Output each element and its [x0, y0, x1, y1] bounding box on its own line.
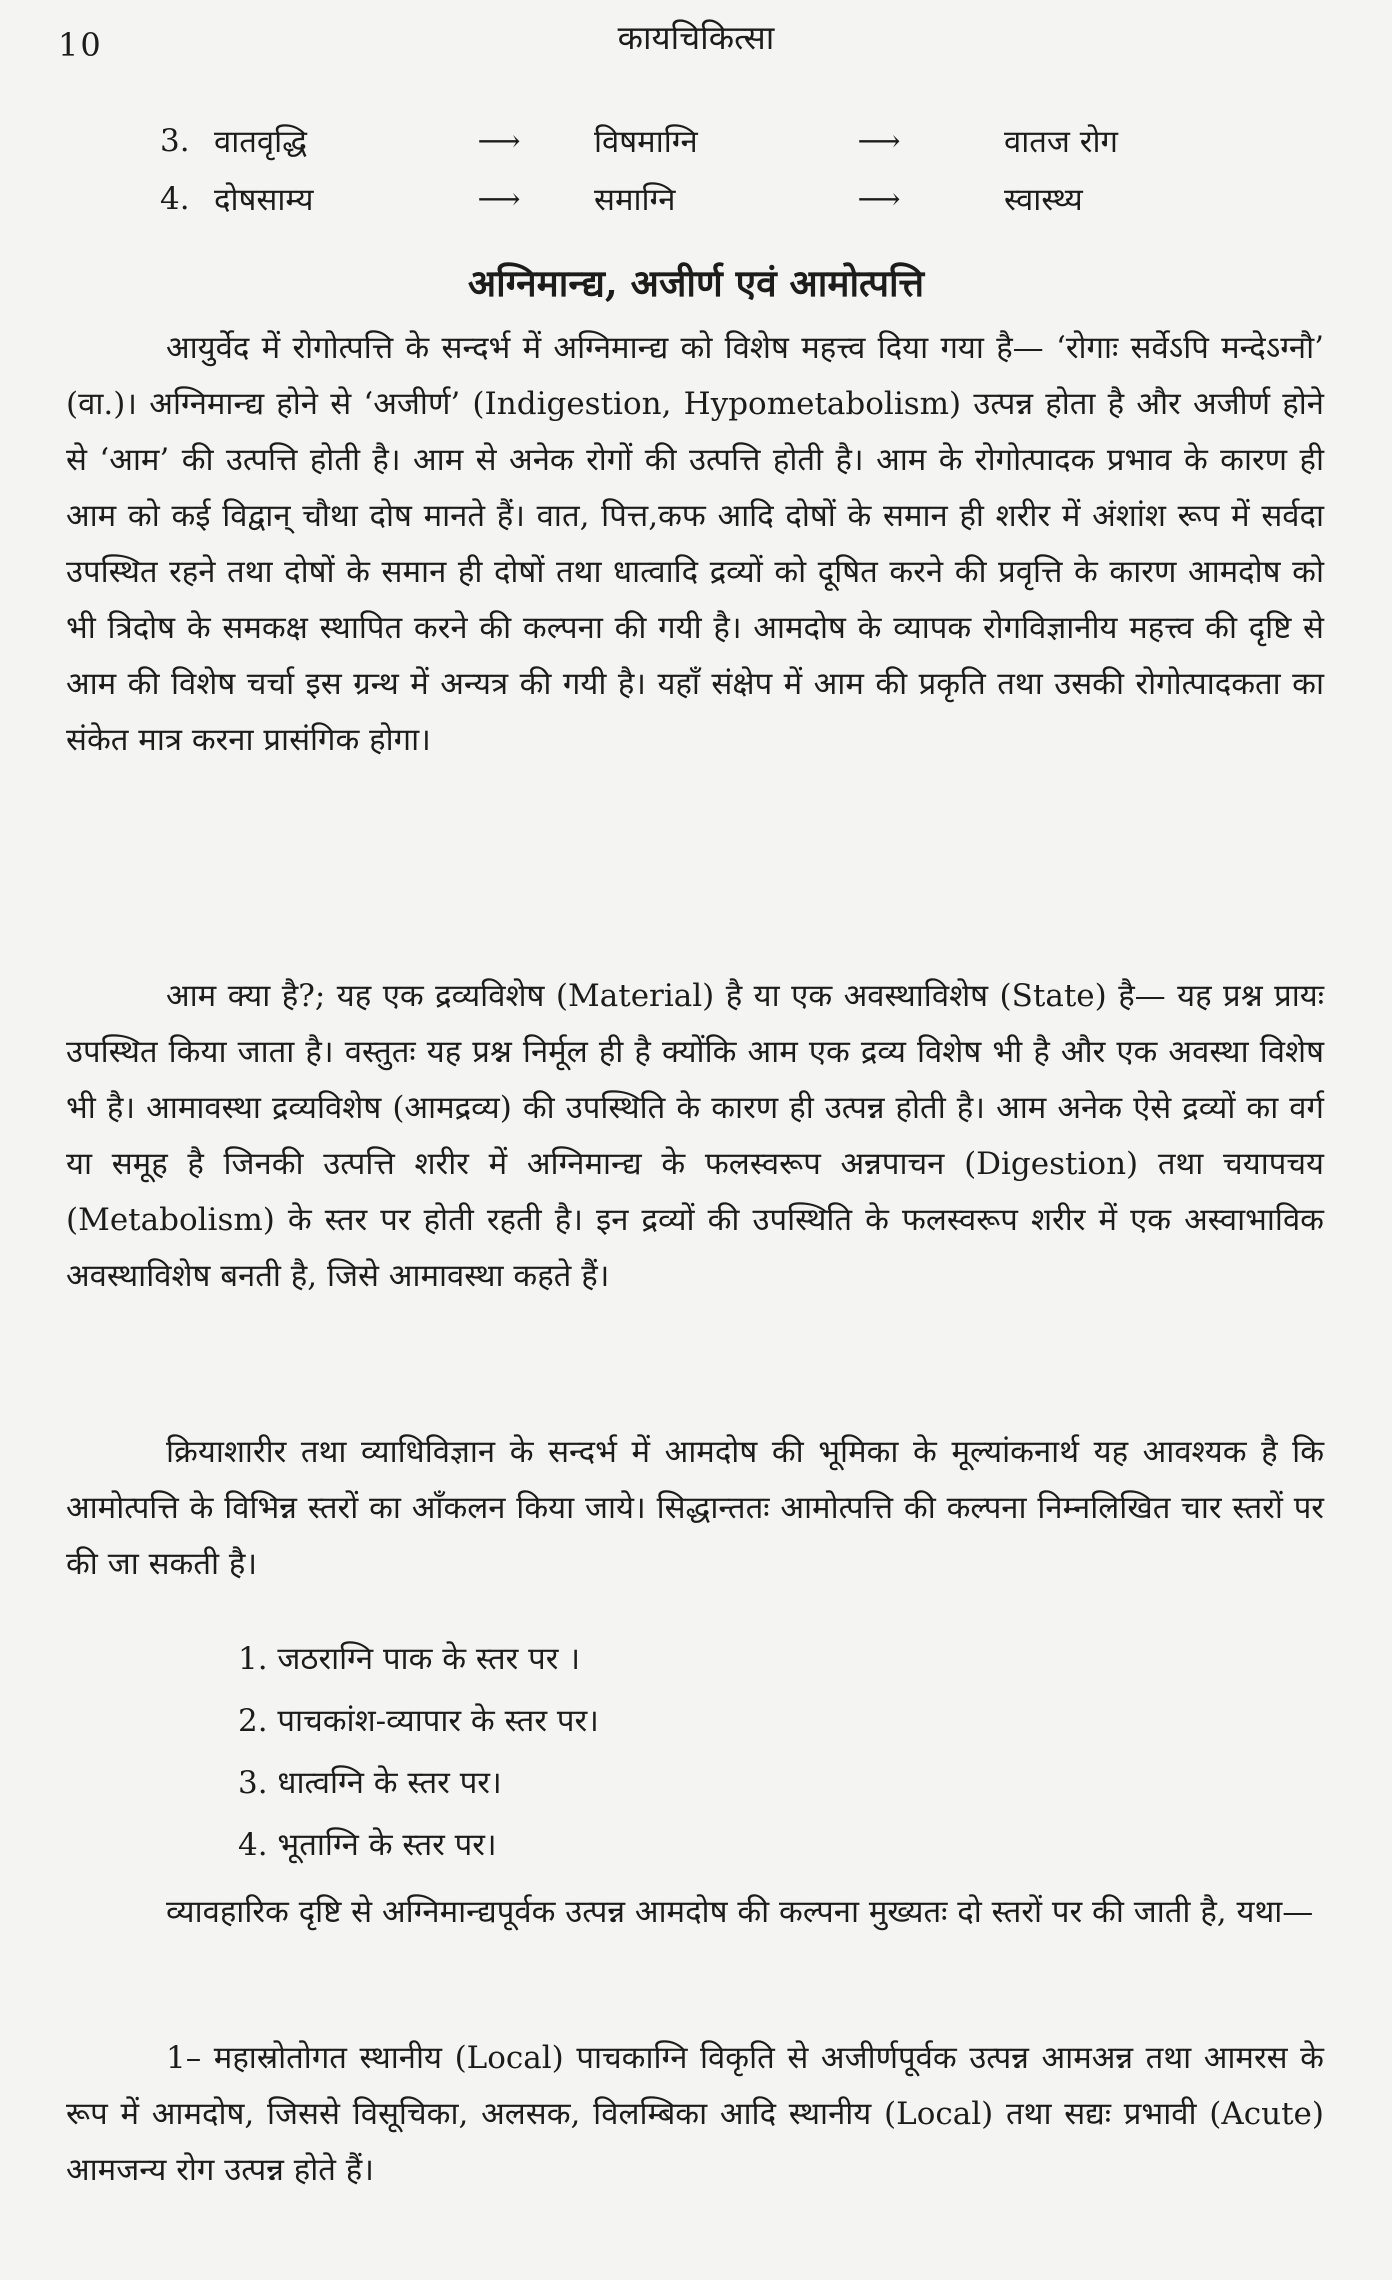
flow-number: 3. [160, 123, 190, 159]
arrow-icon: ⟶ [857, 123, 901, 159]
flow-number: 4. [160, 181, 190, 217]
arrow-icon: ⟶ [477, 181, 521, 217]
section-heading: अग्निमान्द्य, अजीर्ण एवं आमोत्पत्ति [467, 261, 925, 305]
paragraph: आयुर्वेद में रोगोत्पत्ति के सन्दर्भ में अग्निमान्द्य को विशेष महत्त्व दिया गया है— ‘रोगाः सर्वेऽपि मन्देऽग्नौ’ (वा.)। अग्निमान्द्य होने से ‘अजीर्ण’ (Indigestion, Hypometabolism) उत्पन्न होता है और अजीर्ण होने से ‘आम’ की उत्पत्ति होती है। आम से अनेक रोगों की उत्पत्ति होती है। आम के रोगोत्पादक प्रभाव के कारण ही आम को कई विद्वान् चौथा दोष मानते हैं। वात, पित्त,कफ आदि दोषों के समान ही शरीर में अंशांश रूप में सर्वदा उपस्थित रहने तथा दोषों के समान ही दोषों तथा धात्वादि द्रव्यों को दूषित करने की प्रवृत्ति के कारण आमदोष को भी त्रिदोष के समकक्ष स्थापित करने की कल्पना की गयी है। आमदोष के व्यापक रोगविज्ञानीय महत्त्व की दृष्टि से आम की विशेष चर्चा इस ग्रन्थ में अन्यत्र की गयी है। यहाँ संक्षेप में आम की प्रकृति तथा उसकी रोगोत्पादकता का संकेत मात्र करना प्रासंगिक होगा। [66, 330, 1324, 758]
running-head: कायचिकित्सा [617, 18, 775, 57]
flow-result: वातज रोग [1004, 124, 1118, 160]
list-item: 1. जठराग्नि पाक के स्तर पर । [238, 1641, 581, 1677]
flow-result: स्वास्थ्य [1004, 182, 1083, 218]
paragraph: क्रियाशारीर तथा व्याधिविज्ञान के सन्दर्भ में आमदोष की भूमिका के मूल्यांकनार्थ यह आवश्यक है कि आमोत्पत्ति के विभिन्न स्तरों का आँकलन किया जाये। सिद्धान्ततः आमोत्पत्ति की कल्पना निम्नलिखित चार स्तरों पर की जा सकती है। [66, 1434, 1324, 1582]
arrow-icon: ⟶ [477, 123, 521, 159]
list-item: 2. पाचकांश-व्यापार के स्तर पर। [238, 1703, 599, 1739]
flow-agni: समाग्नि [594, 182, 676, 218]
page-number: 10 [58, 26, 103, 64]
arrow-icon: ⟶ [857, 181, 901, 217]
flow-row [160, 120, 1204, 162]
levels-list [238, 1628, 599, 1876]
paragraph: आम क्या है?; यह एक द्रव्यविशेष (Material) है या एक अवस्थाविशेष (State) है— यह प्रश्न प्रायः उपस्थित किया जाता है। वस्तुतः यह प्रश्न निर्मूल ही है क्योंकि आम एक द्रव्य विशेष भी है और एक अवस्था विशेष भी है। आमावस्था द्रव्यविशेष (आमद्रव्य) की उपस्थिति के कारण ही उत्पन्न होती है। आम अनेक ऐसे द्रव्यों का वर्ग या समूह है जिनकी उत्पत्ति शरीर में अग्निमान्द्य के फलस्वरूप अन्नपाचन (Digestion) तथा चयापचय (Metabolism) के स्तर पर होती रहती है। इन द्रव्यों की उपस्थिति के फलस्वरूप शरीर में एक अस्वाभाविक अवस्थाविशेष बनती है, जिसे आमावस्था कहते हैं। [66, 978, 1324, 1294]
flow-cause: वातवृद्धि [214, 124, 307, 160]
list-item: 3. धात्वग्नि के स्तर पर। [238, 1765, 502, 1801]
flow-agni: विषमाग्नि [594, 124, 698, 160]
flow-row [160, 178, 1204, 220]
paragraph: 1– महास्रोतोगत स्थानीय (Local) पाचकाग्नि विकृति से अजीर्णपूर्वक उत्पन्न आमअन्न तथा आमरस के रूप में आमदोष, जिससे विसूचिका, अलसक, विलम्बिका आदि स्थानीय (Local) तथा सद्यः प्रभावी (Acute) आमजन्य रोग उत्पन्न होते हैं। [66, 2040, 1324, 2188]
flow-cause: दोषसाम्य [214, 182, 314, 218]
paragraph: व्यावहारिक दृष्टि से अग्निमान्द्यपूर्वक उत्पन्न आमदोष की कल्पना मुख्यतः दो स्तरों पर की जाती है, यथा— [166, 1894, 1314, 1930]
list-item: 4. भूताग्नि के स्तर पर। [238, 1827, 497, 1863]
